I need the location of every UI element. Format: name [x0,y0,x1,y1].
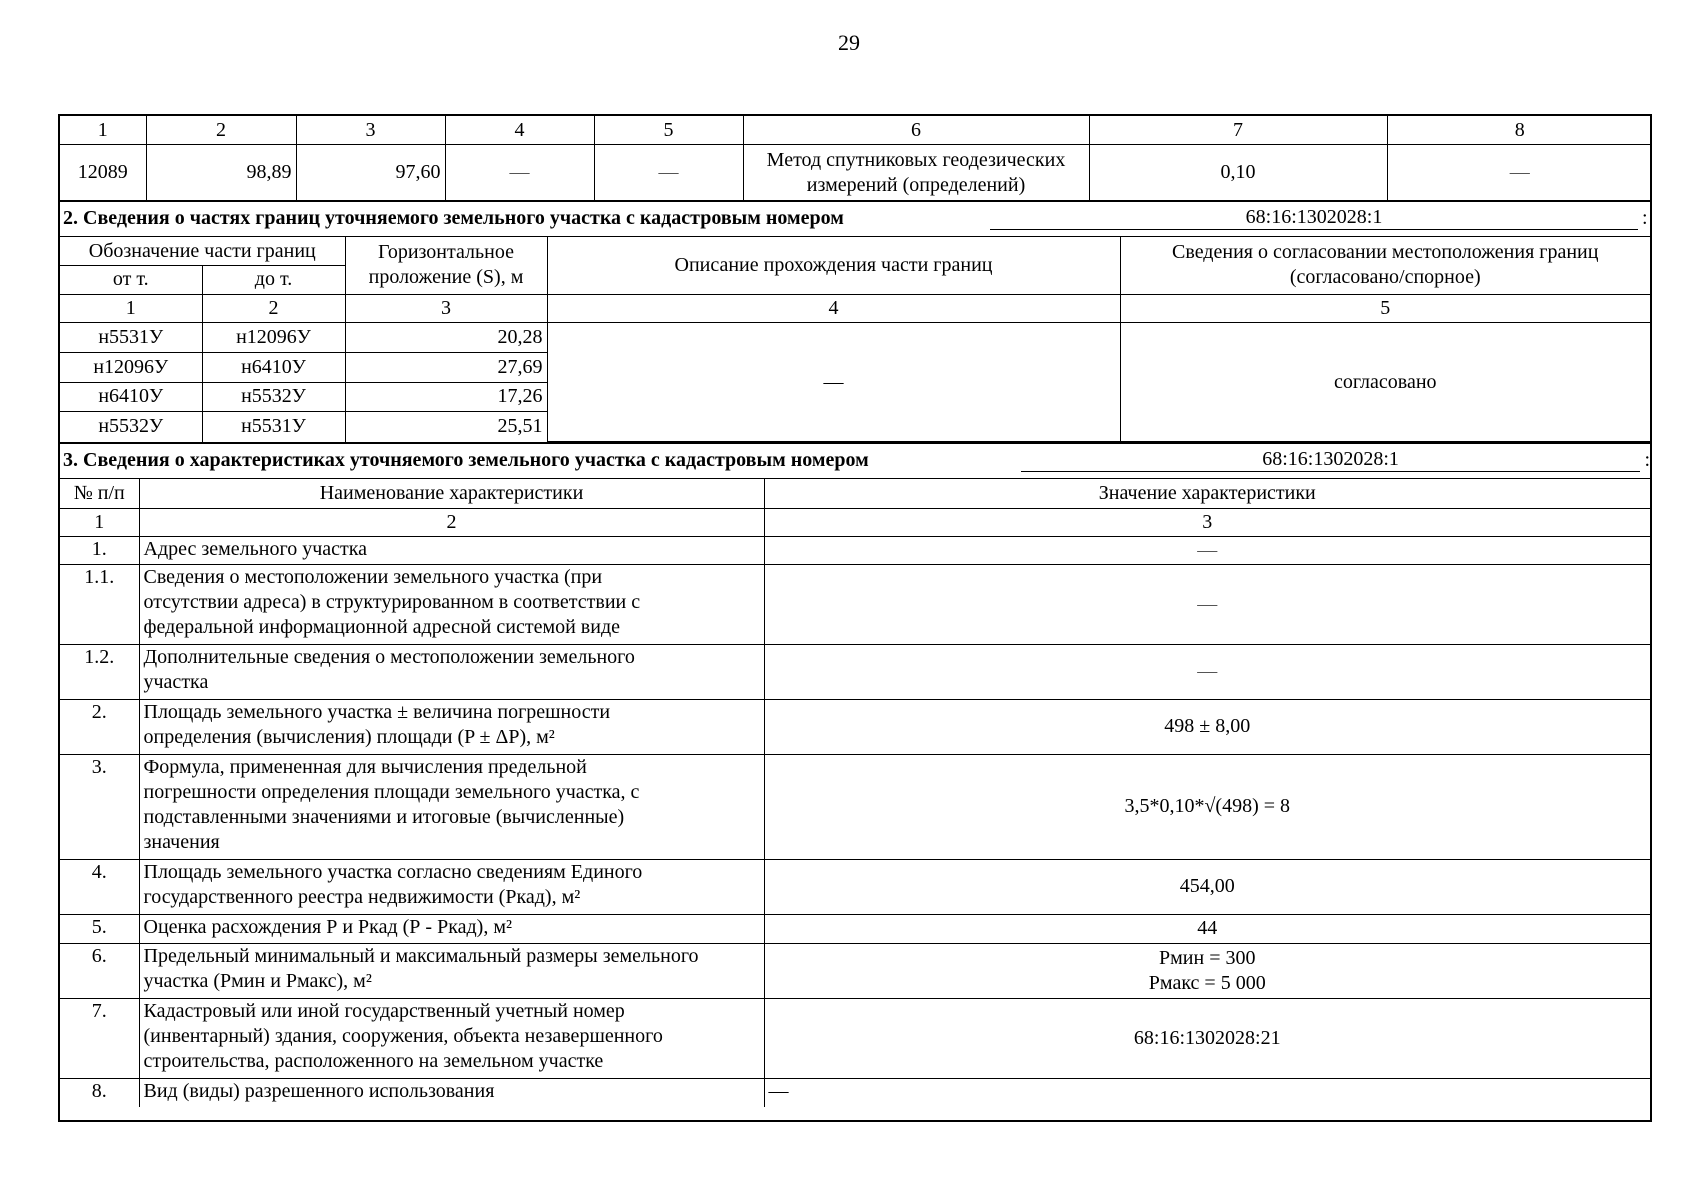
to-point: н5532У [202,382,345,412]
boundary-parts-table [60,237,1650,442]
coordinates-table-block [58,114,1652,202]
characteristic-name-line: Площадь земельного участка ± величина погрешности [143,700,611,723]
row-number: 1.2. [60,644,139,699]
section2-title-row [60,200,1650,237]
section2-cadastral: 68:16:1302028:1 [990,206,1638,230]
distance: 17,26 [345,382,547,412]
characteristic-value [764,644,1650,699]
row-number: 1. [60,536,139,564]
characteristic-name-line: определения (вычисления) площади (P ± ΔP), м² [143,725,555,748]
row-number: 6. [60,943,139,998]
characteristic-name-line: Площадь земельного участка согласно сведениям Единого [143,860,643,883]
characteristic-name-line: Сведения о местоположении земельного участка (при [143,565,603,588]
characteristic-value [764,536,1650,564]
table-row [60,644,1650,699]
characteristic-value-line: — [768,1079,789,1102]
header-from: от т. [60,266,202,295]
characteristic-value [764,564,1650,644]
cell-dash-8: — [1387,145,1652,200]
row-number: 2. [60,699,139,754]
characteristic-value-line: Рмакс = 5 000 [1148,971,1266,994]
characteristic-value-line: — [1197,592,1218,615]
characteristic-name [139,564,764,644]
characteristic-value-line: — [1197,538,1218,561]
from-point: н6410У [60,382,202,412]
characteristic-value-line: 44 [1197,917,1218,939]
characteristic-name-line: подставленными значениями и итоговые (вычисленные) [143,805,625,828]
table-row [60,998,1650,1078]
section3-title: 3. Сведения о характеристиках уточняемого земельного участка с кадастровым номером [63,448,869,471]
point-id: 12089 [60,145,146,200]
characteristic-name [139,998,764,1078]
col-num-8: 8 [1387,116,1652,145]
header-horizontal [345,237,547,294]
table-row [60,323,1650,353]
distance: 20,28 [345,323,547,353]
characteristic-name-line: Формула, примененная для вычисления предельной [143,755,587,778]
table-row [60,859,1650,914]
cell-dash-5: — [594,145,743,200]
cell-dash-4: — [445,145,594,200]
description-value: — [547,323,1120,442]
characteristic-name-line: Вид (виды) разрешенного использования [143,1079,495,1102]
col-num-4: 4 [445,116,594,145]
num-2: 2 [202,294,345,323]
characteristic-name-line: Дополнительные сведения о местоположении земельного [143,645,635,668]
table-row [60,699,1650,754]
header-name: Наименование характеристики [139,479,764,508]
agreement-value: согласовано [1120,323,1650,442]
characteristic-value [764,943,1650,998]
header-value: Значение характеристики [764,479,1650,508]
table-row [60,1078,1650,1107]
distance: 27,69 [345,353,547,383]
header-horizontal-line2: проложение (S), м [368,266,524,289]
coordinates-table [60,116,1652,200]
characteristics-table [60,479,1650,1107]
col-num-7: 7 [1089,116,1387,145]
characteristic-value [764,699,1650,754]
col-num-3: 3 [296,116,445,145]
row-number: 8. [60,1078,139,1107]
header-num: № п/п [60,479,139,508]
col-num-1: 1 [60,116,146,145]
characteristic-value-line: Рмин = 300 [1159,946,1256,969]
to-point: н6410У [202,353,345,383]
characteristic-value [764,914,1650,943]
method-cell [743,145,1089,200]
characteristic-name [139,536,764,564]
header-description: Описание прохождения части границ [547,237,1120,294]
num-2: 2 [139,508,764,536]
characteristic-value-line: — [1197,660,1218,682]
header-horizontal-line1: Горизонтальное [378,241,514,264]
num-3: 3 [345,294,547,323]
characteristic-name-line: участка [143,670,209,693]
characteristic-value-line: 3,5*0,10*√(498) = 8 [1124,795,1291,817]
accuracy-value: 0,10 [1089,145,1387,200]
num-5: 5 [1120,294,1650,323]
table-row [60,564,1650,644]
section2-block [58,200,1652,444]
row-number: 7. [60,998,139,1078]
characteristic-name [139,943,764,998]
characteristic-name [139,644,764,699]
characteristic-name-line: строительства, расположенного на земельном участке [143,1049,604,1072]
characteristic-name-line: государственного реестра недвижимости (Ркад), м² [143,885,581,908]
distance: 25,51 [345,412,547,442]
characteristic-name-line: значения [143,830,220,853]
characteristic-name-line: погрешности определения площади земельного участка, с [143,780,640,803]
row-number: 1.1. [60,564,139,644]
characteristic-name [139,699,764,754]
num-1: 1 [60,508,139,536]
to-point: н5531У [202,412,345,442]
page-number: 29 [838,30,860,55]
section2-colon: : [1642,206,1648,229]
characteristic-value [764,754,1650,859]
table-row [60,914,1650,943]
col-num-5: 5 [594,116,743,145]
section3-block [58,442,1652,1122]
num-3: 3 [764,508,1650,536]
characteristic-name-line: Кадастровый или иной государственный учетный номер [143,999,625,1022]
characteristic-name-line: Адрес земельного участка [143,537,368,560]
characteristic-value [764,859,1650,914]
characteristic-name-line: отсутствии адреса) в структурированном в соответствии с [143,590,641,613]
header-boundary-parts: Обозначение части границ [60,237,345,266]
characteristic-name-line: (инвентарный) здания, сооружения, объекта незавершенного [143,1024,663,1047]
characteristic-name-line: Предельный минимальный и максимальный размеры земельного [143,944,699,967]
row-number: 3. [60,754,139,859]
characteristic-name [139,914,764,943]
section2-title: 2. Сведения о частях границ уточняемого земельного участка с кадастровым номером [63,206,844,229]
characteristic-name-line: участка (Рмин и Рмакс), м² [143,969,372,992]
header-agreement [1120,237,1650,294]
characteristic-value-line: 454,00 [1179,875,1235,897]
characteristic-name-line: Оценка расхождения Р и Ркад (Р - Ркад), м² [143,915,512,938]
characteristic-name [139,859,764,914]
characteristic-name [139,1078,764,1107]
from-point: н5532У [60,412,202,442]
method-line-1: Метод спутниковых геодезических [766,148,1066,171]
header-agreement-line1: Сведения о согласовании местоположения границ [1172,241,1599,264]
section3-colon: : [1644,448,1650,471]
characteristic-value [764,1078,1650,1107]
header-to: до т. [202,266,345,295]
col-num-6: 6 [743,116,1089,145]
row-number: 4. [60,859,139,914]
table-row [60,754,1650,859]
coord-x: 98,89 [146,145,296,200]
header-agreement-line2: (согласовано/спорное) [1289,266,1481,289]
characteristic-value-line: 498 ± 8,00 [1164,715,1251,737]
num-4: 4 [547,294,1120,323]
to-point: н12096У [202,323,345,353]
from-point: н12096У [60,353,202,383]
table-row [60,536,1650,564]
col-num-2: 2 [146,116,296,145]
from-point: н5531У [60,323,202,353]
characteristic-name [139,754,764,859]
num-1: 1 [60,294,202,323]
characteristic-value-line: 68:16:1302028:21 [1133,1026,1281,1049]
section3-cadastral: 68:16:1302028:1 [1021,448,1641,472]
table-row [60,943,1650,998]
coord-y: 97,60 [296,145,445,200]
characteristic-value [764,998,1650,1078]
characteristic-name-line: федеральной информационной адресной системой виде [143,615,621,638]
section3-title-row [60,442,1650,479]
row-number: 5. [60,914,139,943]
method-line-2: измерений (определений) [806,173,1026,196]
